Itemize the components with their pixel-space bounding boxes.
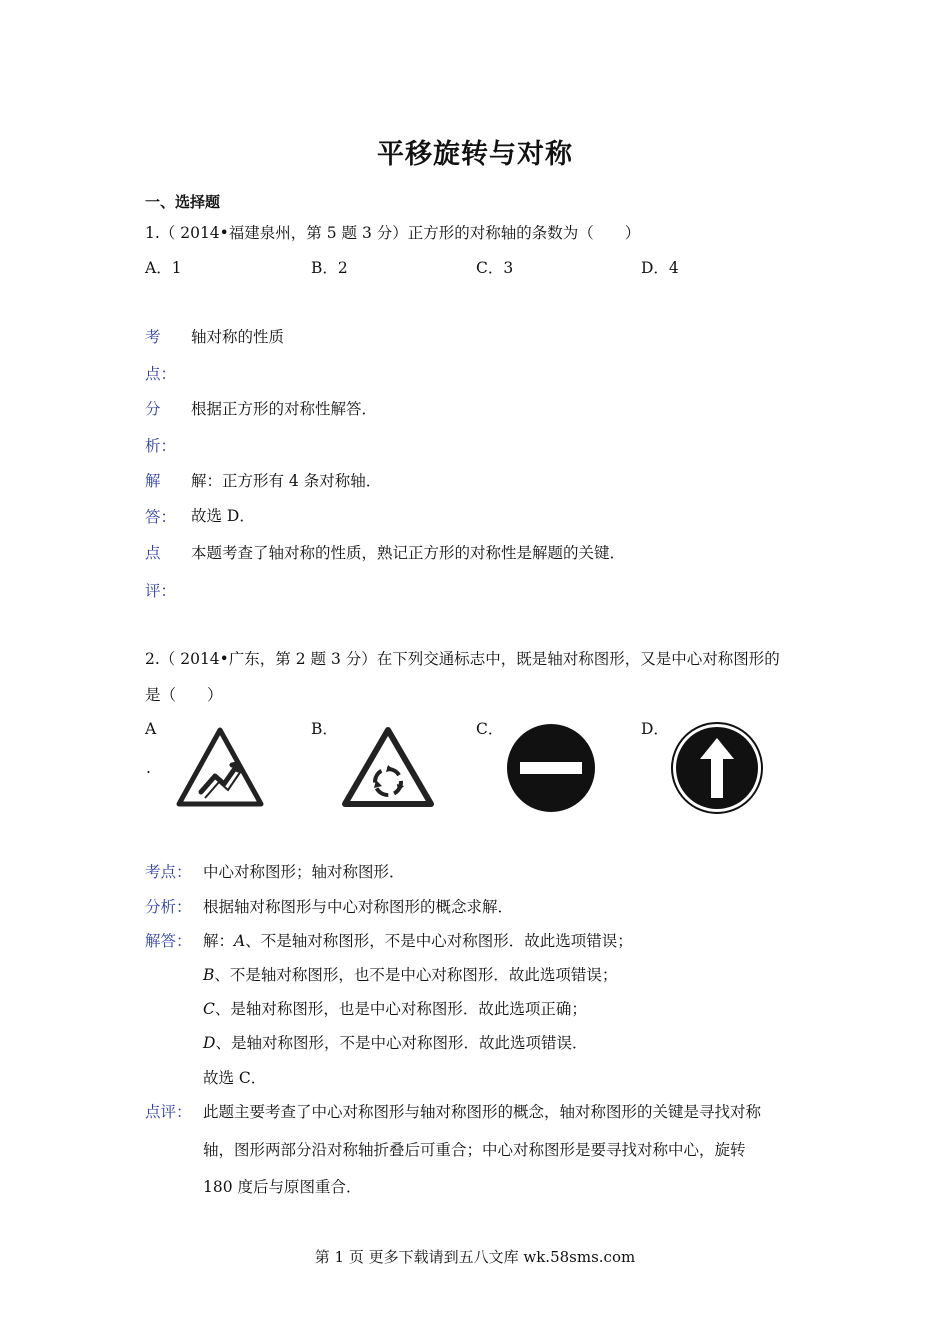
q2-stem-line-2: 是（ ） [145,686,223,704]
q1-fenxi-text: 根据正方形的对称性解答． [191,400,378,418]
q1-kaodian-label-2: 点： [145,365,177,383]
q2-option-a-dot: . [146,759,151,777]
q1-option-d: D．4 [641,259,679,277]
q2-jieda-line-c: C、是轴对称图形，也是中心对称图形．故此选项正确； [203,1000,587,1018]
q2-option-a-label: A [145,720,157,738]
page-footer: 第 1 页 更多下载请到五八文库 wk.58sms.com [314,1248,636,1266]
q1-jieda-label-2: 答： [145,508,177,526]
q1-kaodian-text: 轴对称的性质 [191,328,285,346]
q2-dianping-label: 点评： [145,1103,192,1121]
q1-option-b: B．2 [311,259,348,277]
q1-option-c: C．3 [476,259,514,277]
q1-dianping-text: 本题考查了轴对称的性质，熟记正方形的对称性是解题的关键． [191,544,626,562]
q2-kaodian-label: 考点： [145,863,192,881]
q1-fenxi-label-1: 分 [145,400,161,418]
q2-jieda-line-d: D、是轴对称图形，不是中心对称图形．故此选项错误． [203,1034,588,1052]
q2-fenxi-text: 根据轴对称图形与中心对称图形的概念求解． [203,898,514,916]
q2-stem-line-1: 2.（ 2014•广东，第 2 题 3 分）在下列交通标志中，既是轴对称图形，又是中心对称图形的 [145,650,780,668]
roundabout-sign-icon [340,726,436,808]
q1-stem: 1.（ 2014•福建泉州，第 5 题 3 分）正方形的对称轴的条数为（ ） [145,224,641,242]
q1-jieda-line-2: 故选 D． [191,507,255,525]
q2-option-d-label: D． [641,720,669,738]
q1-jieda-label-1: 解 [145,472,161,490]
q1-kaodian-label-1: 考 [145,328,161,346]
q2-fenxi-label: 分析： [145,898,192,916]
q1-fenxi-label-2: 析： [145,437,177,455]
q1-dianping-label-2: 评： [145,582,177,600]
page-title: 平移旋转与对称 [377,139,573,170]
q2-dianping-line-1: 此题主要考查了中心对称图形与轴对称图形的概念，轴对称图形的关键是寻找对称 [203,1103,762,1121]
q1-option-a: A．1 [145,259,182,277]
q2-option-c-label: C． [476,720,504,738]
q2-jieda-label: 解答： [145,932,192,950]
q1-dianping-label-1: 点 [145,544,161,562]
q2-option-b-label: B． [311,720,338,738]
q2-jieda-line-a: 解：A、不是轴对称图形，不是中心对称图形．故此选项错误； [203,932,633,950]
no-entry-sign-icon [505,723,597,813]
q2-dianping-line-2: 轴，图形两部分沿对称轴折叠后可重合；中心对称图形是要寻找对称中心，旋转 [203,1141,746,1159]
q2-jieda-line-b: B、不是轴对称图形，也不是中心对称图形．故此选项错误； [203,966,618,984]
q2-jieda-conclusion: 故选 C． [203,1069,267,1087]
straight-ahead-sign-icon [670,721,764,815]
q2-kaodian-text: 中心对称图形；轴对称图形． [203,863,405,881]
winding-road-sign-icon [175,726,265,808]
q2-dianping-line-3: 180 度后与原图重合． [203,1178,362,1196]
q1-jieda-line-1: 解：正方形有 4 条对称轴． [191,472,382,490]
section-heading: 一、选择题 [145,193,221,211]
